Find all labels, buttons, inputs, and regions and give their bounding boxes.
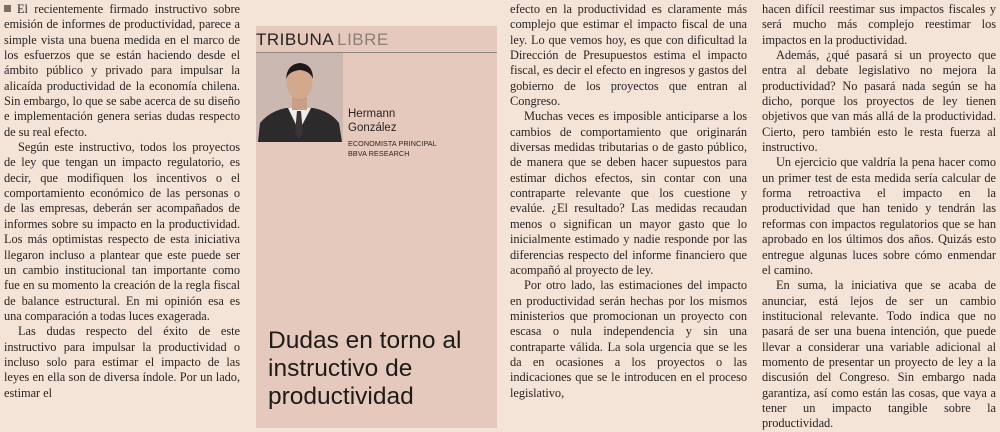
paragraph: Un ejercicio que valdría la pena hacer como un primer test de esta medida sería calcular de forma retroactiva el impacto en la productividad que han tenido y tendrán las reformas con impactos regulatorios que se han aprobado en los últimos dos años. Quizás esto entregue algunas luces sobre cómo enmendar el camino. (762, 155, 996, 277)
article-column-1 (4, 2, 240, 401)
author-role-company: BBVA RESEARCH (348, 149, 410, 158)
paragraph: Según este instructivo, todos los proyectos de ley que tengan un impacto regulatorio, es decir, que modifiquen los incentivos o el comportamiento económico de las personas o de las empresas, deberán ser acompañados de informes sobre su impacto en la productividad. Los más optimistas respecto de esta iniciativa llegaron incluso a plantear que este puede ser un cambio institucional tan importante como fue en su momento la creación de la regla fiscal de balance estructural. En mi opinión esa es una comparación a todas luces exagerada. (4, 140, 240, 323)
author-photo (256, 53, 343, 142)
paragraph: hacen difícil reestimar sus impactos fiscales y será mucho más complejo reestimar los impactos en la productividad. (762, 2, 996, 47)
author-role (348, 139, 437, 159)
section-header (256, 30, 389, 50)
paragraph: Las dudas respecto del éxito de este instructivo para impulsar la productividad o incluso solo para estimar el impacto de las leyes en ella son de diversa índole. Por un lado, estimar el (4, 324, 240, 400)
paragraph: Muchas veces es imposible anticiparse a los cambios de comportamiento que originarán diversas medidas tributarias o de gasto público, de manera que se deben hacer supuestos para estimar dichos efectos, sin contar con una contraparte relevante que los cuestione y evalúe. ¿El resultado? Las medidas recaudan menos o significan un mayor gasto que lo inicialmente estimado y nadie responde por las diferencias respecto del informe financiero que acompañó al proyecto de ley. (510, 109, 747, 277)
author-portrait-image (256, 53, 343, 142)
paragraph: En suma, la iniciativa que se acaba de anunciar, está lejos de ser un cambio institucional relevante. Todo indica que no pasará de ser una buena intención, que puede llevar a considerar una variable adicional al momento de presentar un proyecto de ley a la discusión del Congreso. Sin embargo nada garantiza, así como están las cosas, que vaya a tener un impacto tangible sobre la productividad. (762, 278, 996, 431)
author-role-title: ECONOMISTA PRINCIPAL (348, 139, 437, 148)
paragraph: efecto en la productividad es claramente más complejo que estimar el impacto fiscal de una ley. Lo que vemos hoy, es que con dificultad la Dirección de Presupuestos estima el impacto fiscal, es decir el efecto en ingresos y gastos del gobierno de los proyectos que entran al Congreso. (510, 2, 747, 109)
section-word-libre: LIBRE (337, 30, 389, 49)
paragraph: El recientemente firmado instructivo sobre emisión de informes de productividad, parece a simple vista una buena medida en el marco de los esfuerzos que se están haciendo desde el ámbito público y privado para impulsar la alicaída productividad de la economía chilena. Sin embargo, lo que se sabe acerca de su diseño e implementación genera serias dudas respecto de su real efecto. (4, 2, 240, 139)
article-column-3 (510, 2, 747, 401)
article-headline: Dudas en torno al instructivo de productividad (268, 327, 462, 410)
square-bullet-icon (4, 5, 11, 12)
author-name (348, 107, 397, 135)
section-word-tribuna: TRIBUNA (256, 30, 335, 49)
article-column-4 (762, 2, 996, 432)
paragraph: Por otro lado, las estimaciones del impacto en productividad serán hechas por los mismos ministerios que promocionan un proyecto con escasa o nula independencia y sin una contraparte válida. La sola urgencia que se les da en ocasiones a los proyectos o las indicaciones que se le introducen en el proceso legislativo, (510, 278, 747, 400)
author-first-name: Hermann (348, 108, 396, 120)
paragraph: Además, ¿qué pasará si un proyecto que entra al debate legislativo no mejora la productividad? No pasará nada según se ha dicho, porque los proyectos de ley tienen objetivos que van más allá de la productividad. Cierto, pero también esto le resta fuerza al instructivo. (762, 48, 996, 155)
author-last-name: González (348, 122, 397, 134)
